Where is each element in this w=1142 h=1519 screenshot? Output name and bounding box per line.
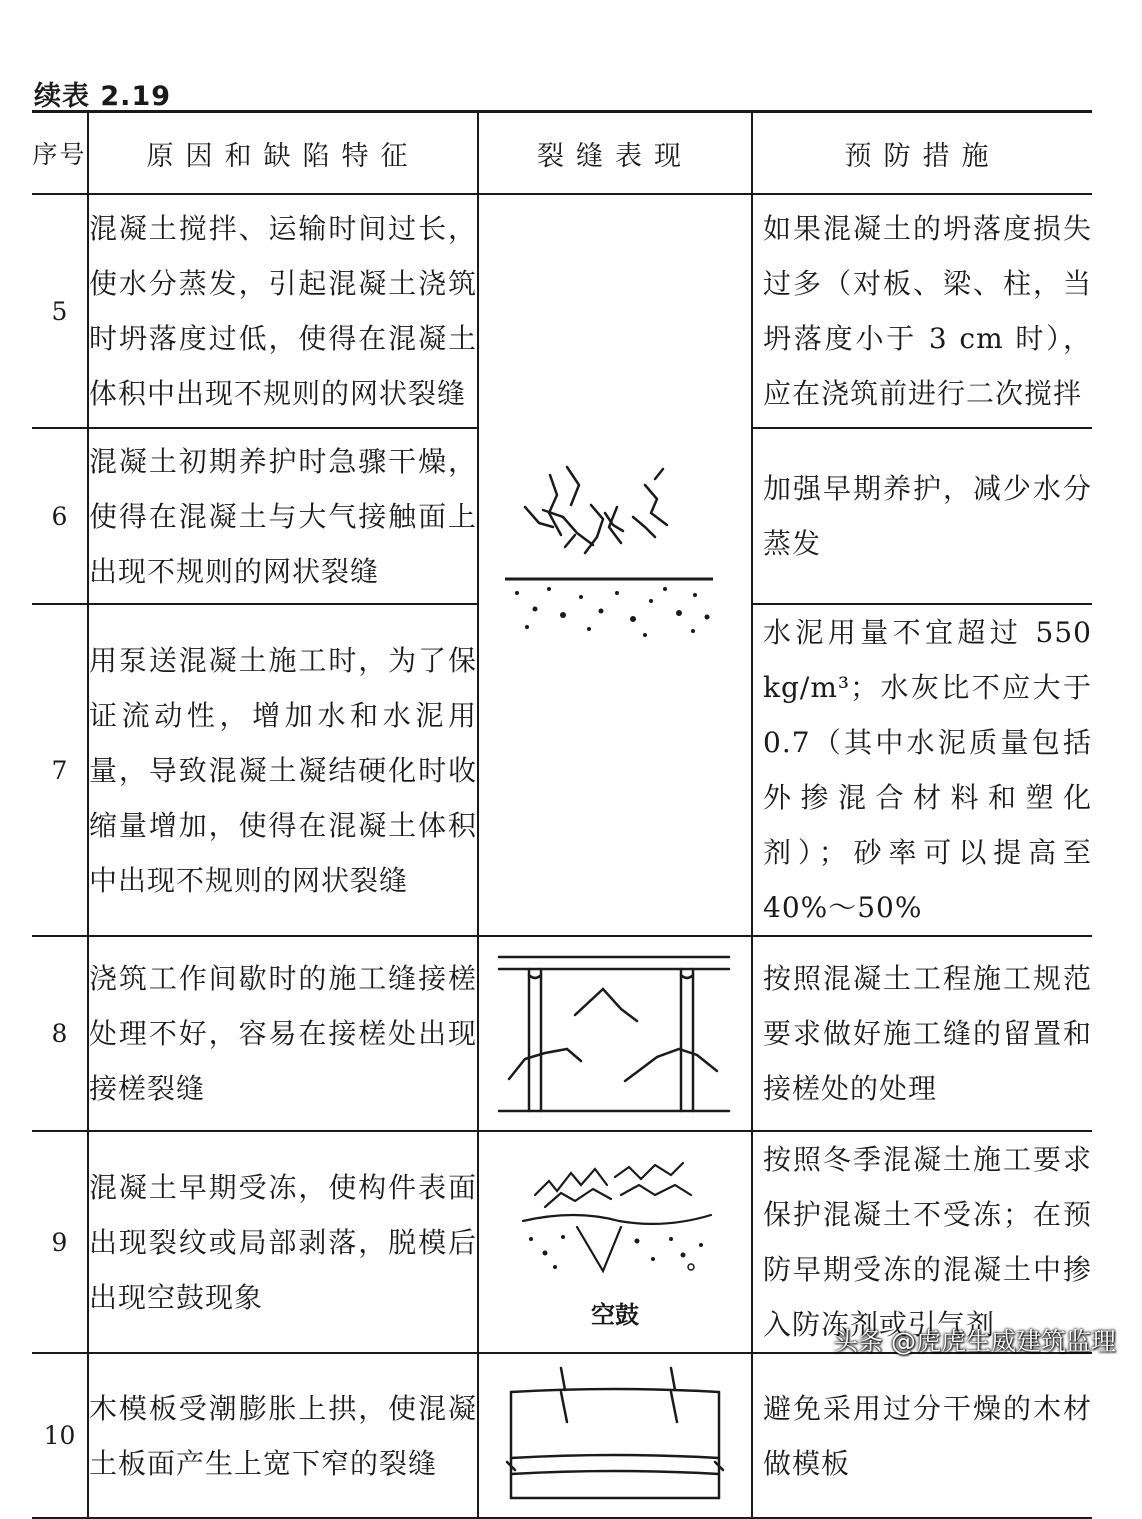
header-no: 序号: [32, 112, 88, 195]
joint-crack-figure-icon: [495, 949, 735, 1119]
crack-figure-cell: [478, 1131, 752, 1353]
prevention-cell: 水泥用量不宜超过 550 kg/m³；水灰比不应大于 0.7（其中水泥质量包括外掺混合材料和塑化剂）；砂率可以提高至 40%～50%: [752, 604, 1092, 936]
table-row: [32, 194, 1092, 428]
network-crack-figure-icon: [505, 465, 725, 665]
crack-figure-cell: [478, 936, 752, 1131]
frost-spalling-figure-icon: [515, 1155, 715, 1295]
row-number: 10: [32, 1353, 88, 1518]
row-number: 7: [32, 604, 88, 936]
table-row: [32, 936, 1092, 1131]
figure-label-hollow: 空鼓: [591, 1300, 639, 1329]
table-row: [32, 1131, 1092, 1353]
header-cause: 原因和缺陷特征: [88, 112, 478, 195]
defect-table: [32, 110, 1092, 1519]
prevention-cell: 避免采用过分干燥的木材做模板: [752, 1353, 1092, 1518]
watermark: 头条 @虎虎生威建筑监理: [833, 1327, 1116, 1356]
cause-cell: 浇筑工作间歇时的施工缝接槎处理不好，容易在接槎处出现接槎裂缝: [88, 936, 478, 1131]
prevention-cell: 如果混凝土的坍落度损失过多（对板、梁、柱，当坍落度小于 3 cm 时），应在浇筑前进行二次搅拌: [752, 194, 1092, 428]
row-number: 6: [32, 428, 88, 604]
table-header-row: [32, 112, 1092, 195]
cause-cell: 用泵送混凝土施工时，为了保证流动性，增加水和水泥用量，导致混凝土凝结硬化时收缩量增加，使得在混凝土体积中出现不规则的网状裂缝: [88, 604, 478, 936]
crack-figure-cell: [478, 1353, 752, 1518]
row-number: 5: [32, 194, 88, 428]
prevention-cell: 按照冬季混凝土施工要求保护混凝土不受冻；在预防早期受冻的混凝土中掺入防冻剂或引气剂: [752, 1131, 1092, 1353]
row-number: 9: [32, 1131, 88, 1353]
table-row: [32, 1353, 1092, 1518]
cause-cell: 混凝土搅拌、运输时间过长，使水分蒸发，引起混凝土浇筑时坍落度过低，使得在混凝土体积中出现不规则的网状裂缝: [88, 194, 478, 428]
crack-figure-cell: [478, 194, 752, 936]
table-caption: 续表 2.19: [34, 81, 172, 112]
formwork-crack-figure-icon: [505, 1366, 725, 1506]
cause-cell: 木模板受潮膨胀上拱，使混凝土板面产生上宽下窄的裂缝: [88, 1353, 478, 1518]
header-prevention: 预防措施: [752, 112, 1092, 195]
prevention-cell: 按照混凝土工程施工规范要求做好施工缝的留置和接槎处的处理: [752, 936, 1092, 1131]
prevention-cell: 加强早期养护，减少水分蒸发: [752, 428, 1092, 604]
row-number: 8: [32, 936, 88, 1131]
cause-cell: 混凝土早期受冻，使构件表面出现裂纹或局部剥落，脱模后出现空鼓现象: [88, 1131, 478, 1353]
cause-cell: 混凝土初期养护时急骤干燥，使得在混凝土与大气接触面上出现不规则的网状裂缝: [88, 428, 478, 604]
header-crack: 裂缝表现: [478, 112, 752, 195]
